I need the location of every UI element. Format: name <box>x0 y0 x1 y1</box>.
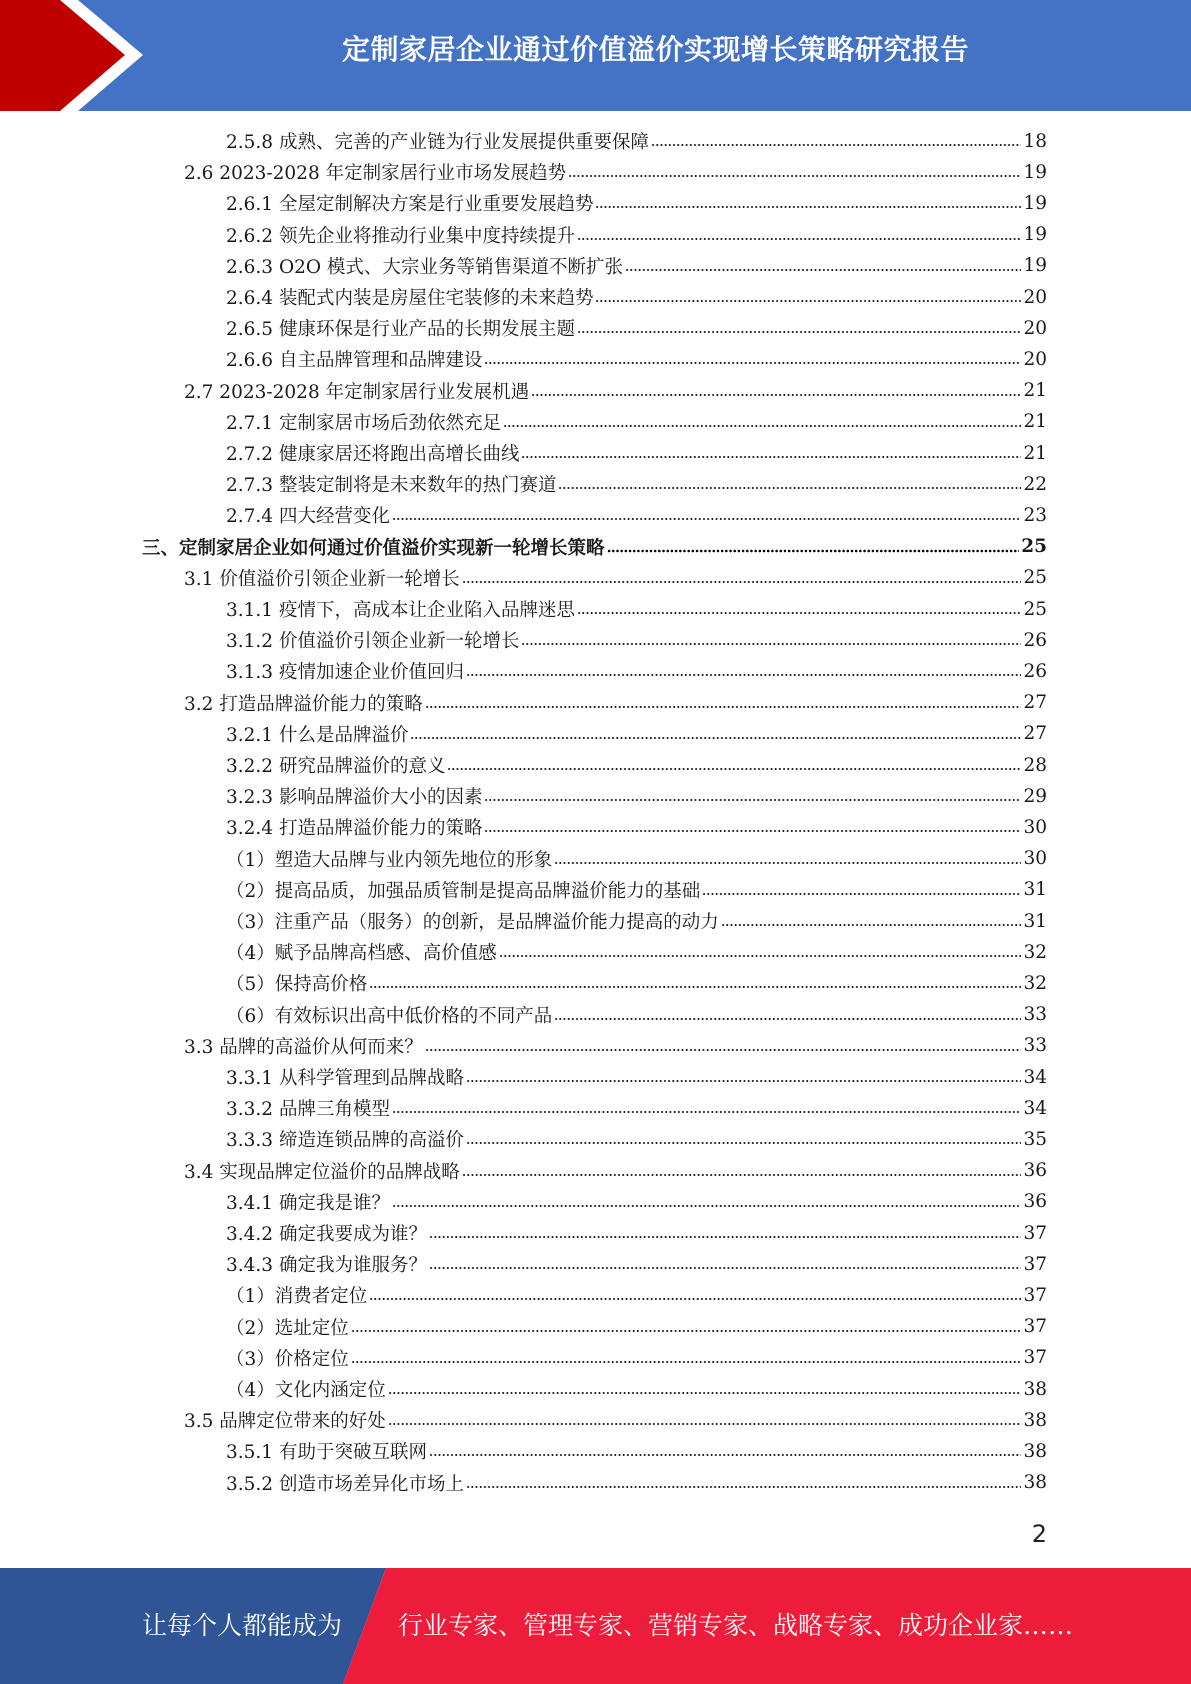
toc-entry-title: （2）提高品质，加强品质管制是提高品牌溢价能力的基础 <box>226 880 701 902</box>
toc-dot-leader <box>607 548 1020 554</box>
toc-entry-page-number: 25 <box>1021 536 1047 558</box>
toc-dot-leader <box>651 142 1021 148</box>
toc-entry-page-number: 38 <box>1023 1472 1047 1494</box>
page-number: 2 <box>1031 1520 1047 1548</box>
toc-entry[interactable] <box>184 563 1047 593</box>
toc-entry[interactable] <box>184 1031 1047 1061</box>
toc-dot-leader <box>425 704 1022 710</box>
footer-slogan-left: 让每个人都能成为 <box>142 1611 343 1640</box>
toc-dot-leader <box>484 360 1021 366</box>
toc-entry-page-number: 37 <box>1023 1253 1047 1275</box>
toc-entry-title: 3.5 品牌定位带来的好处 <box>184 1411 386 1433</box>
toc-entry[interactable] <box>226 1187 1047 1217</box>
toc-entry-page-number: 26 <box>1023 629 1047 651</box>
toc-entry-title: 3.4.2 确定我要成为谁？ <box>226 1224 427 1245</box>
toc-dot-leader <box>577 329 1021 335</box>
toc-dot-leader <box>425 1047 1022 1053</box>
toc-dot-leader <box>466 1140 1021 1146</box>
toc-dot-leader <box>503 423 1021 429</box>
toc-dot-leader <box>388 1421 1022 1427</box>
toc-entry-page-number: 27 <box>1023 723 1047 745</box>
toc-entry[interactable] <box>226 1093 1047 1123</box>
toc-entry-page-number: 27 <box>1023 692 1047 714</box>
toc-entry-title: 3.3 品牌的高溢价从何而来？ <box>184 1036 423 1058</box>
toc-entry-page-number: 33 <box>1023 1004 1047 1026</box>
toc-entry-page-number: 28 <box>1023 754 1047 776</box>
toc-entry[interactable] <box>226 1343 1047 1373</box>
toc-entry[interactable] <box>226 313 1047 343</box>
toc-entry-title: 3.1 价值溢价引领企业新一轮增长 <box>184 568 460 590</box>
toc-entry[interactable] <box>226 1062 1047 1092</box>
toc-dot-leader <box>554 860 1021 866</box>
toc-entry-title: （4）赋予品牌高档感、高价值感 <box>226 943 497 965</box>
toc-entry[interactable] <box>226 251 1047 281</box>
toc-dot-leader <box>466 1078 1021 1084</box>
toc-dot-leader <box>429 1265 1021 1271</box>
toc-entry[interactable] <box>226 1312 1047 1342</box>
toc-entry[interactable] <box>226 500 1047 530</box>
toc-entry-page-number: 38 <box>1023 1409 1047 1431</box>
toc-dot-leader <box>484 797 1021 803</box>
toc-entry[interactable] <box>226 844 1047 874</box>
toc-entry[interactable] <box>142 532 1047 562</box>
toc-entry-title: 2.6.6 自主品牌管理和品牌建设 <box>226 350 483 372</box>
toc-entry-page-number: 32 <box>1023 972 1047 994</box>
toc-entry-page-number: 19 <box>1023 192 1047 214</box>
toc-entry-page-number: 38 <box>1023 1378 1047 1400</box>
toc-entry[interactable] <box>226 750 1047 780</box>
toc-entry-page-number: 34 <box>1023 1066 1047 1088</box>
toc-dot-leader <box>410 735 1021 741</box>
toc-entry-page-number: 33 <box>1023 1035 1047 1057</box>
toc-entry-title: （3）注重产品（服务）的创新，是品牌溢价能力提高的动力 <box>226 912 719 933</box>
report-title: 定制家居企业通过价值溢价实现增长策略研究报告 <box>341 33 969 66</box>
toc-entry[interactable] <box>226 906 1047 936</box>
toc-entry[interactable] <box>226 1436 1047 1466</box>
toc-dot-leader <box>351 1328 1022 1334</box>
toc-entry-title: 3.2.2 研究品牌溢价的意义 <box>226 756 446 777</box>
toc-entry[interactable] <box>226 1374 1047 1404</box>
toc-dot-leader <box>702 891 1021 897</box>
toc-entry-page-number: 23 <box>1023 504 1047 526</box>
toc-entry-page-number: 21 <box>1023 380 1047 402</box>
toc-entry-title: （4）文化内涵定位 <box>226 1380 386 1401</box>
toc-dot-leader <box>554 1016 1021 1022</box>
toc-entry-title: 3.1.1 疫情下，高成本让企业陷入品牌迷思 <box>226 600 575 621</box>
toc-entry[interactable] <box>184 157 1047 187</box>
toc-entry-page-number: 37 <box>1023 1347 1047 1369</box>
toc-entry-title: 3.2.1 什么是品牌溢价 <box>226 724 409 746</box>
toc-entry-title: 3.4.1 确定我是谁？ <box>226 1192 390 1214</box>
toc-entry-page-number: 25 <box>1023 598 1047 620</box>
toc-entry-title: 3.2 打造品牌溢价能力的策略 <box>184 693 423 715</box>
toc-entry[interactable] <box>184 1405 1047 1435</box>
toc-entry[interactable] <box>226 220 1047 250</box>
toc-entry-title: 3.2.3 影响品牌溢价大小的因素 <box>226 787 483 809</box>
toc-entry-page-number: 20 <box>1023 286 1047 308</box>
toc-dot-leader <box>392 1109 1021 1115</box>
toc-entry[interactable] <box>184 688 1047 718</box>
toc-dot-leader <box>462 579 1022 585</box>
toc-entry[interactable] <box>226 1280 1047 1310</box>
toc-entry-title: 3.5.2 创造市场差异化市场上 <box>226 1473 464 1495</box>
toc-entry-title: 2.6 2023-2028 年定制家居行业市场发展趋势 <box>184 163 567 185</box>
toc-entry-page-number: 29 <box>1023 785 1047 807</box>
toc-dot-leader <box>521 641 1021 647</box>
toc-entry-title: （3）价格定位 <box>226 1348 349 1370</box>
toc-entry-page-number: 38 <box>1023 1440 1047 1462</box>
toc-entry-title: 2.7.2 健康家居还将跑出高增长曲线 <box>226 444 520 465</box>
toc-entry-title: 2.6.5 健康环保是行业产品的长期发展主题 <box>226 319 575 341</box>
toc-entry[interactable] <box>226 875 1047 905</box>
toc-entry-title: 2.6.2 领先企业将推动行业集中度持续提升 <box>226 225 575 247</box>
toc-entry[interactable] <box>226 656 1047 686</box>
toc-entry-page-number: 34 <box>1023 1097 1047 1119</box>
toc-entry-page-number: 19 <box>1023 161 1047 183</box>
footer-slogan-right: 行业专家、管理专家、营销专家、战略专家、成功企业家…… <box>398 1611 1074 1640</box>
toc-dot-leader <box>577 236 1021 242</box>
toc-entry-title: 3.4 实现品牌定位溢价的品牌战略 <box>184 1161 460 1183</box>
toc-dot-leader <box>531 392 1021 398</box>
toc-entry[interactable] <box>226 438 1047 468</box>
toc-entry-title: 2.6.1 全屋定制解决方案是行业重要发展趋势 <box>226 194 594 216</box>
toc-dot-leader <box>595 298 1021 304</box>
toc-entry-page-number: 37 <box>1023 1316 1047 1338</box>
toc-dot-leader <box>369 1296 1021 1302</box>
page-header <box>0 0 1191 111</box>
toc-dot-leader <box>466 1484 1021 1490</box>
toc-entry-title: 3.4.3 确定我为谁服务？ <box>226 1255 427 1277</box>
toc-dot-leader <box>369 984 1021 990</box>
toc-dot-leader <box>558 485 1021 491</box>
toc-entry-page-number: 37 <box>1023 1284 1047 1306</box>
toc-entry[interactable] <box>184 376 1047 406</box>
toc-entry-page-number: 25 <box>1023 567 1047 589</box>
toc-dot-leader <box>577 610 1021 616</box>
toc-dot-leader <box>499 953 1022 959</box>
toc-entry-page-number: 21 <box>1023 442 1047 464</box>
toc-entry[interactable] <box>226 625 1047 655</box>
toc-dot-leader <box>429 1234 1021 1240</box>
toc-entry[interactable] <box>226 469 1047 499</box>
toc-dot-leader <box>721 922 1022 928</box>
toc-entry[interactable] <box>226 1000 1047 1030</box>
toc-entry-page-number: 35 <box>1023 1128 1047 1150</box>
toc-entry-page-number: 21 <box>1023 411 1047 433</box>
toc-entry-page-number: 36 <box>1023 1160 1047 1182</box>
toc-entry-page-number: 19 <box>1023 224 1047 246</box>
toc-entry-page-number: 36 <box>1023 1191 1047 1213</box>
toc-entry[interactable] <box>226 937 1047 967</box>
toc-entry[interactable] <box>226 1218 1047 1248</box>
toc-entry-page-number: 37 <box>1023 1222 1047 1244</box>
toc-entry-title: 3.3.3 缔造连锁品牌的高溢价 <box>226 1130 464 1152</box>
toc-entry-title: 2.7.4 四大经营变化 <box>226 506 390 528</box>
toc-dot-leader <box>388 1390 1022 1396</box>
toc-entry-title: （5）保持高价格 <box>226 974 368 996</box>
toc-entry[interactable] <box>226 282 1047 312</box>
toc-dot-leader <box>484 828 1021 834</box>
toc-dot-leader <box>595 204 1021 210</box>
toc-dot-leader <box>351 1359 1022 1365</box>
toc-dot-leader <box>466 672 1021 678</box>
toc-entry-page-number: 22 <box>1023 473 1047 495</box>
toc-entry[interactable] <box>226 781 1047 811</box>
toc-entry-title: 2.6.3 O2O 模式、大宗业务等销售渠道不断扩张 <box>226 256 623 278</box>
toc-entry[interactable] <box>184 1156 1047 1186</box>
toc-entry-page-number: 30 <box>1023 816 1047 838</box>
toc-entry-page-number: 31 <box>1023 879 1047 901</box>
toc-dot-leader <box>392 1203 1021 1209</box>
toc-entry[interactable] <box>226 344 1047 374</box>
toc-entry[interactable] <box>226 968 1047 998</box>
toc-entry-title: 3.3.1 从科学管理到品牌战略 <box>226 1068 464 1089</box>
toc-entry[interactable] <box>226 812 1047 842</box>
toc-dot-leader <box>429 1452 1021 1458</box>
toc-entry-page-number: 30 <box>1023 848 1047 870</box>
toc-entry[interactable] <box>226 407 1047 437</box>
toc-entry-page-number: 19 <box>1023 255 1047 277</box>
toc-dot-leader <box>447 766 1021 772</box>
toc-entry-title: 2.6.4 装配式内装是房屋住宅装修的未来趋势 <box>226 288 594 309</box>
toc-entry-title: 3.1.3 疫情加速企业价值回归 <box>226 662 464 684</box>
toc-entry[interactable] <box>226 188 1047 218</box>
toc-entry-title: 3.2.4 打造品牌溢价能力的策略 <box>226 818 483 840</box>
toc-dot-leader <box>625 267 1022 273</box>
toc-entry-page-number: 20 <box>1023 317 1047 339</box>
toc-dot-leader <box>392 516 1021 522</box>
toc-entry-title: 2.7 2023-2028 年定制家居行业发展机遇 <box>184 381 530 403</box>
toc-entry-title: （1）塑造大品牌与业内领先地位的形象 <box>226 849 553 871</box>
toc-entry-page-number: 18 <box>1023 130 1047 152</box>
toc-entry[interactable] <box>226 1249 1047 1279</box>
toc-entry-title: 3.1.2 价值溢价引领企业新一轮增长 <box>226 631 520 653</box>
toc-entry-title: 3.3.2 品牌三角模型 <box>226 1099 390 1121</box>
toc-entry-page-number: 31 <box>1023 910 1047 932</box>
toc-entry[interactable] <box>226 1468 1047 1498</box>
toc-entry[interactable] <box>226 126 1047 156</box>
toc-entry[interactable] <box>226 594 1047 624</box>
toc-entry-title: 3.5.1 有助于突破互联网 <box>226 1442 427 1464</box>
toc-entry-title: 2.7.1 定制家居市场后劲依然充足 <box>226 412 501 434</box>
toc-entry-title: （6）有效标识出高中低价格的不同产品 <box>226 1005 553 1027</box>
toc-entry-page-number: 32 <box>1023 941 1047 963</box>
toc-entry-page-number: 20 <box>1023 348 1047 370</box>
toc-entry-title: 2.5.8 成熟、完善的产业链为行业发展提供重要保障 <box>226 132 649 153</box>
page-footer <box>0 1568 1191 1684</box>
toc-entry-title: （1）消费者定位 <box>226 1286 368 1308</box>
toc-entry[interactable] <box>226 719 1047 749</box>
toc-dot-leader <box>568 173 1021 179</box>
toc-entry-title: 三、定制家居企业如何通过价值溢价实现新一轮增长策略 <box>142 537 605 559</box>
toc-dot-leader <box>521 454 1021 460</box>
toc-entry[interactable] <box>226 1124 1047 1154</box>
toc-entry-title: （2）选址定位 <box>226 1317 349 1339</box>
toc-entry-page-number: 26 <box>1023 660 1047 682</box>
toc-entry-title: 2.7.3 整装定制将是未来数年的热门赛道 <box>226 475 557 497</box>
toc-dot-leader <box>462 1172 1022 1178</box>
